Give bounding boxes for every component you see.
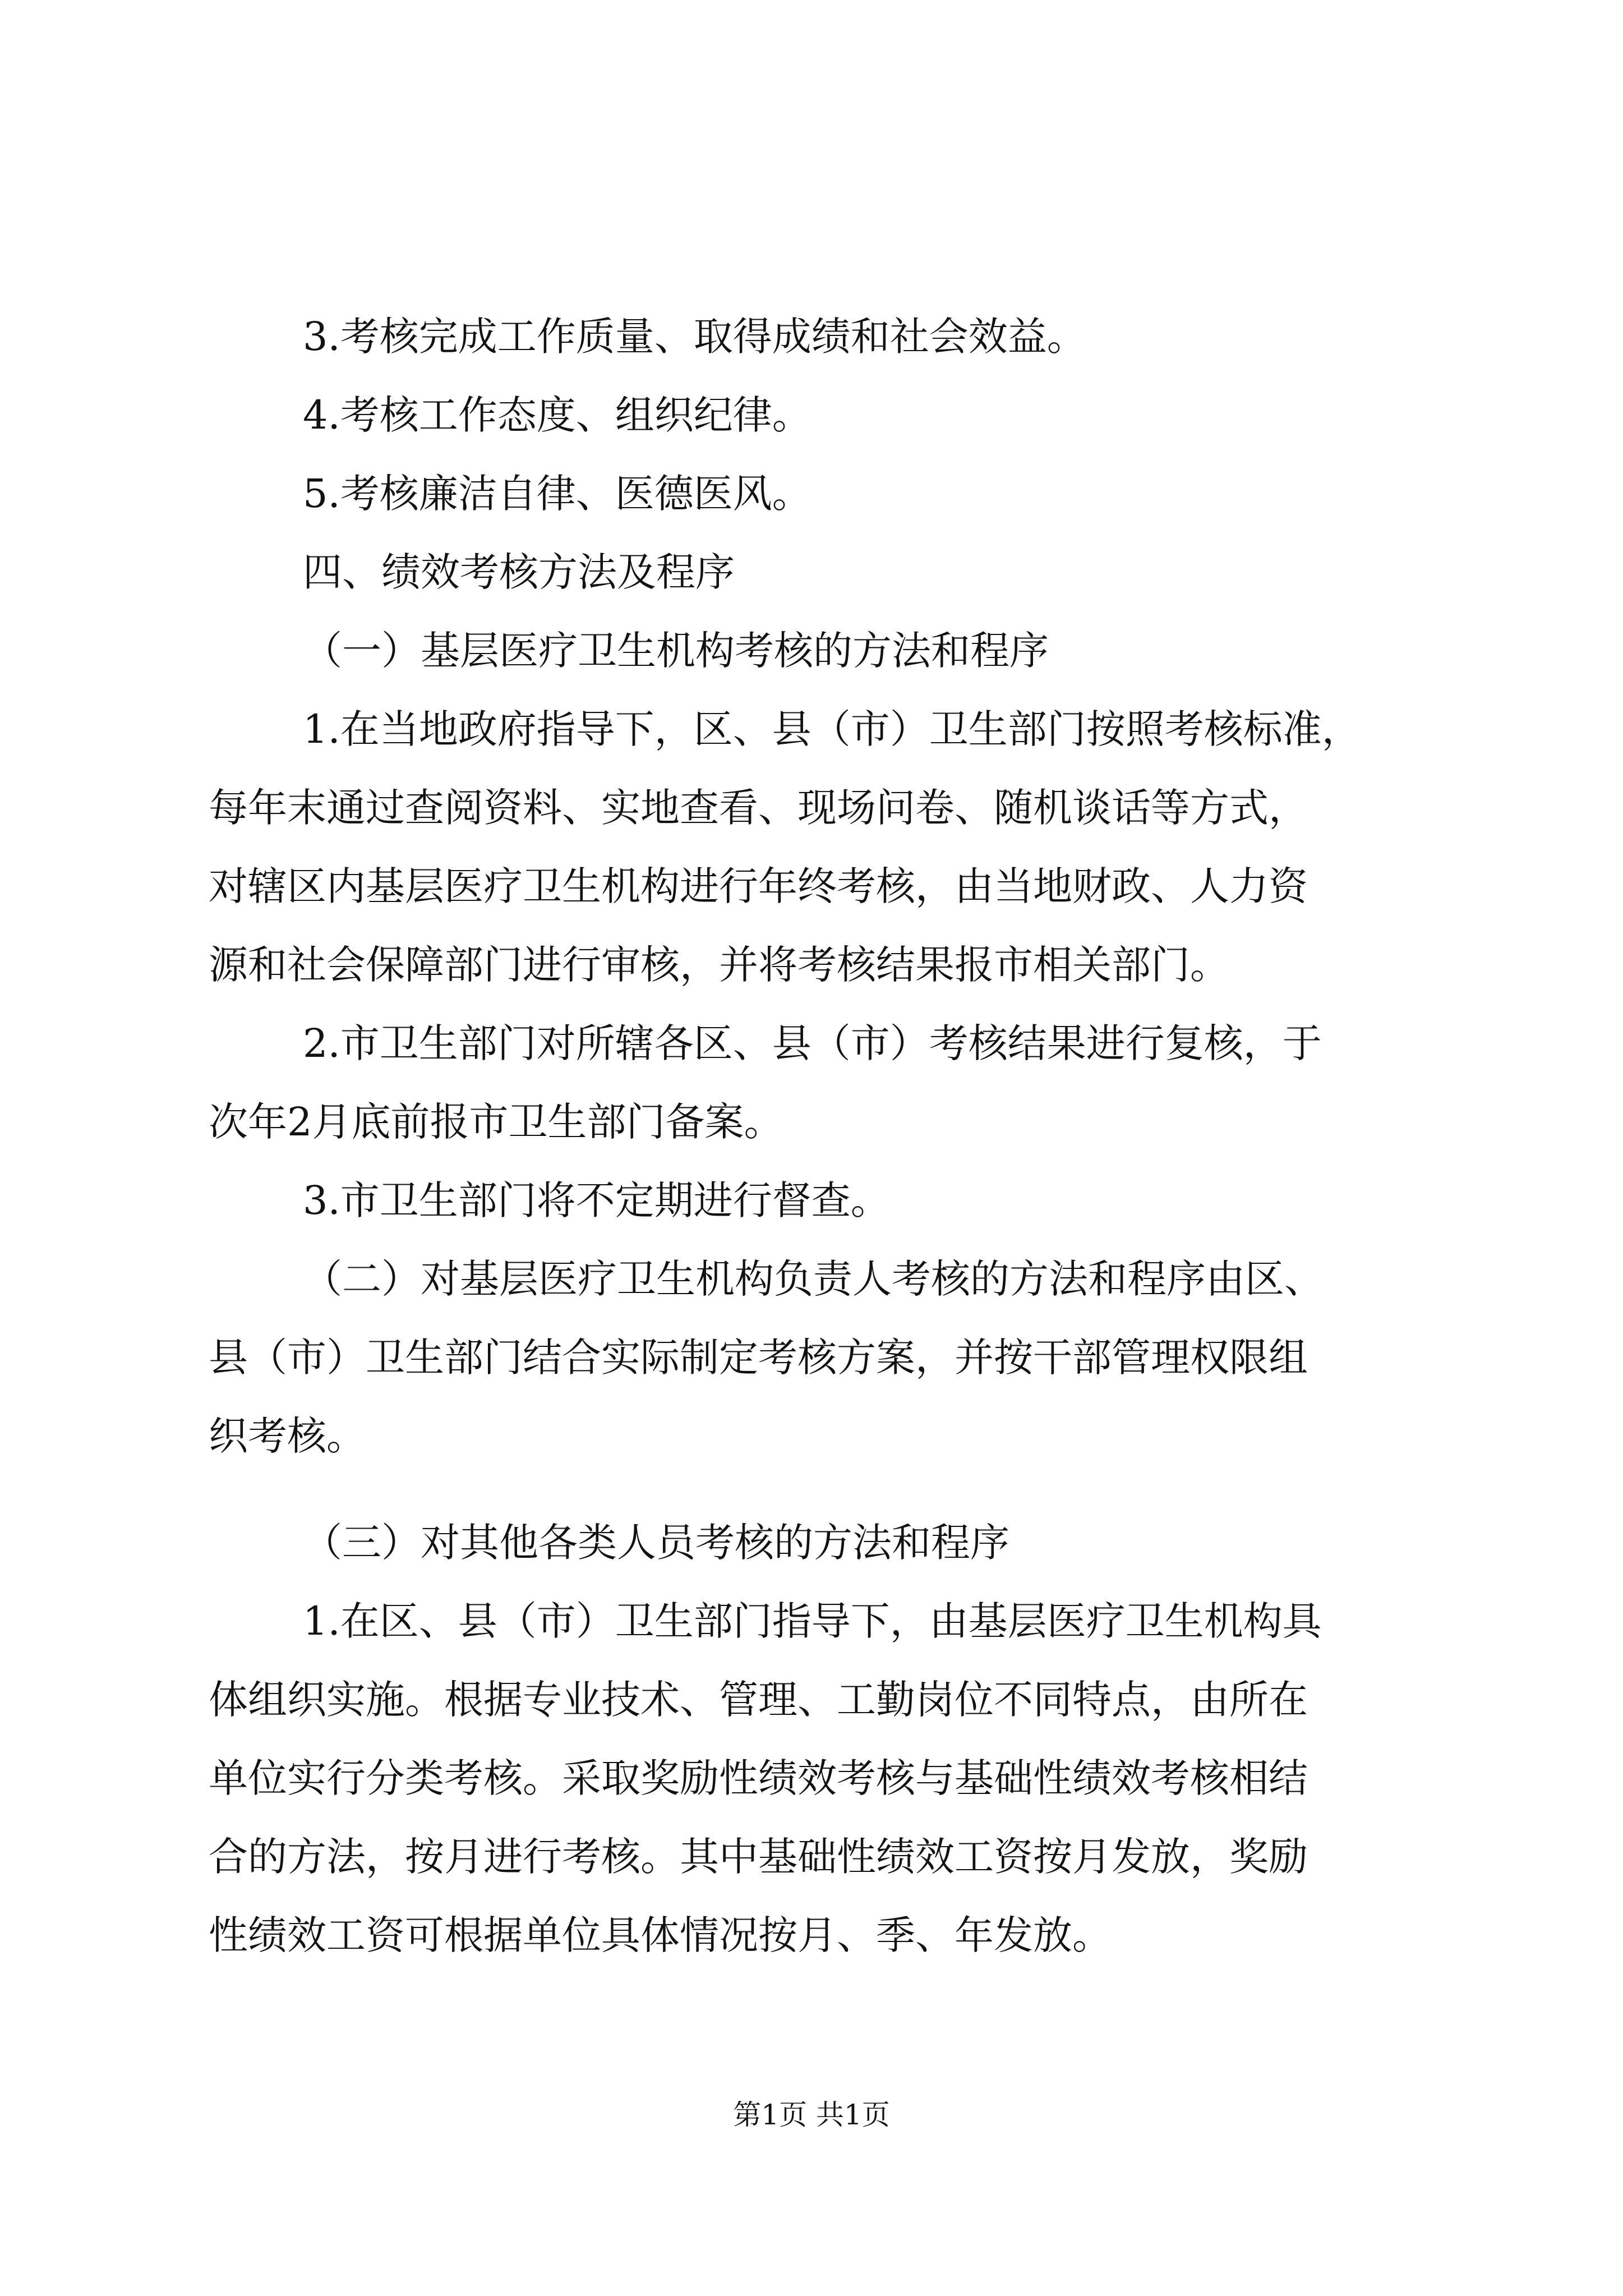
- paragraph-line: 合的方法，按月进行考核。其中基础性绩效工资按月发放，奖励: [209, 1834, 1308, 1880]
- paragraph-line: 3.市卫生部门将不定期进行督查。: [303, 1177, 890, 1223]
- paragraph-line: 体组织实施。根据专业技术、管理、工勤岗位不同特点，由所在: [209, 1677, 1308, 1723]
- item-5-integrity: 5.考核廉洁自律、医德医风。: [303, 471, 811, 517]
- item-3-quality: 3.考核完成工作质量、取得成绩和社会效益。: [303, 314, 1086, 360]
- section-4-heading: 四、绩效考核方法及程序: [303, 549, 735, 595]
- paragraph-line: 对辖区内基层医疗卫生机构进行年终考核，由当地财政、人力资: [209, 863, 1308, 909]
- paragraph-line: 县（市）卫生部门结合实际制定考核方案，并按干部管理权限组: [209, 1335, 1308, 1381]
- paragraph-line: 性绩效工资可根据单位具体情况按月、季、年发放。: [209, 1912, 1112, 1958]
- paragraph-line: 2.市卫生部门对所辖各区、县（市）考核结果进行复核，于: [303, 1020, 1322, 1066]
- paragraph-line: 织考核。: [209, 1413, 366, 1459]
- paragraph-line: 源和社会保障部门进行审核，并将考核结果报市相关部门。: [209, 942, 1229, 988]
- subsection-1-heading: （一）基层医疗卫生机构考核的方法和程序: [303, 628, 1049, 674]
- item-4-attitude: 4.考核工作态度、组织纪律。: [303, 392, 811, 438]
- paragraph-line: 单位实行分类考核。采取奖励性绩效考核与基础性绩效考核相结: [209, 1755, 1308, 1801]
- page-number-footer: 第1页 共1页: [733, 2099, 890, 2131]
- paragraph-line: 1.在区、县（市）卫生部门指导下，由基层医疗卫生机构具: [303, 1598, 1322, 1644]
- paragraph-line: 1.在当地政府指导下，区、县（市）卫生部门按照考核标准，: [303, 706, 1361, 752]
- paragraph-line: 次年2月底前报市卫生部门备案。: [209, 1099, 783, 1145]
- subsection-3-heading: （三）对其他各类人员考核的方法和程序: [303, 1520, 1009, 1566]
- paragraph-line: （二）对基层医疗卫生机构负责人考核的方法和程序由区、: [303, 1256, 1324, 1302]
- paragraph-line: 每年末通过查阅资料、实地查看、现场问卷、随机谈话等方式，: [209, 785, 1308, 831]
